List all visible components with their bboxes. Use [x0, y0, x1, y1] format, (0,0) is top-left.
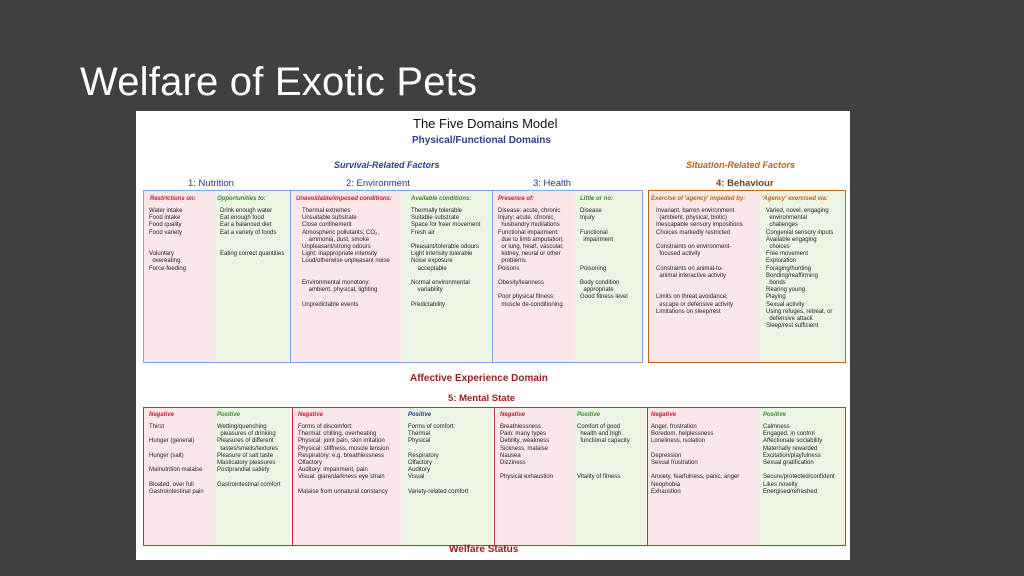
- header-nutrition-negative: Restrictions on:: [150, 196, 196, 202]
- affect-divider-1: [292, 407, 293, 546]
- header-health-negative: Presence of:: [498, 196, 535, 202]
- affect-4-positive-list: Calmness Engaged, in control Affectionate sociability Maternally rewarded Excitation/playfulness Sexual gratification Secure/protected/confident Likes novelty Energised/refreshed: [763, 424, 835, 495]
- affect-header-3-negative: Negative: [500, 412, 526, 418]
- behaviour-positive-list: Varied, novel, engaging environmental challenges Congenial sensory inputs Available engaging choices Free movement Exploration Foraging/hunting Bonding/reaffirming bonds Rearing young Playing Sexual activity Using refuges, retreat, or defensive attack Sleep/rest sufficient: [766, 208, 834, 330]
- environment-positive-list: Thermally tolerable Suitable substrate Space for freer movement Fresh air Pleasant/tolerable odours Light intensity tolerable Noise exposure acceptable Normal environmental variability Predictability: [411, 208, 481, 308]
- nutrition-positive-list: Drink enough water Eat enough food Eat a balanced diet Eat a variety of foods Eating correct quantities: [220, 208, 285, 258]
- affect-header-2-negative: Negative: [298, 412, 324, 418]
- domain-behaviour: 4: Behaviour: [716, 178, 774, 189]
- situation-factors-label: Situation-Related Factors: [686, 160, 796, 170]
- header-behaviour-negative: Exercise of 'agency' impeded by:: [651, 196, 746, 202]
- figure-title: The Five Domains Model: [413, 116, 558, 131]
- welfare-status-label: Welfare Status: [449, 544, 519, 555]
- affect-header-1-negative: Negative: [149, 412, 175, 418]
- header-nutrition-positive: Opportunities to:: [217, 196, 266, 202]
- domain-nutrition: 1: Nutrition: [188, 178, 234, 189]
- health-positive-list: Disease Injury Functional impairment Poisoning Body condition appropriate Good fitness level: [580, 208, 628, 301]
- affect-3-positive-list: Comfort of good health and high functional capacity Vitality of fitness: [577, 424, 630, 481]
- survival-factors-border: [143, 190, 643, 363]
- header-behaviour-positive: 'Agency' exercised via:: [762, 196, 828, 202]
- health-divider: [492, 190, 493, 363]
- affect-header-4-positive: Positive: [763, 412, 787, 418]
- affect-header-3-positive: Positive: [577, 412, 601, 418]
- affect-2-positive-list: Forms of comfort: Thermal Physical Respiratory Olfactory Auditory Visual Variety-related comfort: [408, 424, 469, 495]
- affective-domain-title: Affective Experience Domain: [410, 373, 548, 384]
- behaviour-negative-list: Invariant, barren environment (ambient, physical, biotic) Inescapable sensory impositions Choices markedly restricted Constraints on environment- focused activity Constraints on animal-to- animal interactive activity Limits on threat avoidance, escape or defensive activity Limitations on sleep/rest: [656, 208, 743, 315]
- affect-4-negative-list: Anger, frustration Boredom, helplessness Loneliness, isolation Depression Sexual frustration Anxiety, fearfulness, panic, anger Neophobia Exhaustion: [651, 424, 740, 495]
- environment-divider: [290, 190, 291, 363]
- health-negative-list: Disease: acute, chronic Injury: acute, chronic, husbandry mutilations Functional impairment: due to limb amputation; or lung, heart, vascular, kidney, neural or other problems Poisons Obesity/leanness Poor physical fitness: muscle de-conditioning: [498, 208, 564, 308]
- slide-title: Welfare of Exotic Pets: [80, 60, 478, 104]
- domain-environment: 2: Environment: [346, 178, 410, 189]
- nutrition-negative-list: Water intake Food intake Food quality Food variety Voluntary overeating Force-feeding: [149, 208, 187, 272]
- mental-state-label: 5: Mental State: [448, 393, 516, 404]
- affect-3-negative-list: Breathlessness Pain: many types Debility, weakness Sickness, malaise Nausea Dizziness Physical exhaustion: [500, 424, 554, 481]
- header-environment-negative: Unavoidable/imposed conditions:: [296, 196, 393, 202]
- survival-factors-label: Survival-Related Factors: [334, 160, 440, 170]
- header-health-positive: Little or no:: [580, 196, 613, 202]
- affect-header-2-positive: Positive: [408, 412, 432, 418]
- physical-domains-title: Physical/Functional Domains: [412, 135, 551, 146]
- affect-divider-2: [494, 407, 495, 546]
- affect-1-negative-list: Thirst Hunger (general) Hunger (salt) Malnutrition malaise Bloated, over full Gastrointestinal pain: [149, 424, 204, 495]
- affect-divider-3: [647, 407, 648, 546]
- affect-header-1-positive: Positive: [217, 412, 241, 418]
- affect-1-positive-list: Wetting/quenching pleasures of drinking Pleasures of different tastes/smells/textures Pleasure of salt taste Masticatory pleasures Postprandial satiety Gastrointestinal comfort: [217, 424, 281, 488]
- affect-header-4-negative: Negative: [651, 412, 677, 418]
- header-environment-positive: Available conditions:: [411, 196, 472, 202]
- affect-2-negative-list: Forms of discomfort: Thermal: chilling, overheating Physical: joint pain, skin irritation Physical: stiffness, muscle tension Respiratory: e.g. breathlessness Olfactory Auditory: impairment, pain Visual: glare/darkness eye strain Malaise from unnatural constancy: [298, 424, 389, 495]
- domain-health: 3: Health: [533, 178, 572, 189]
- five-domains-figure: [136, 111, 850, 560]
- environment-negative-list: Thermal extremes Unsuitable substrate Close confinement Atmospheric pollutants: CO₂, ammonia, dust, smoke Unpleasant/strong odours Light: inappropriate intensity Loud/otherwise unpleasant noise Environmental monotony: ambient, physical, lighting Unpredictable events: [302, 208, 390, 308]
